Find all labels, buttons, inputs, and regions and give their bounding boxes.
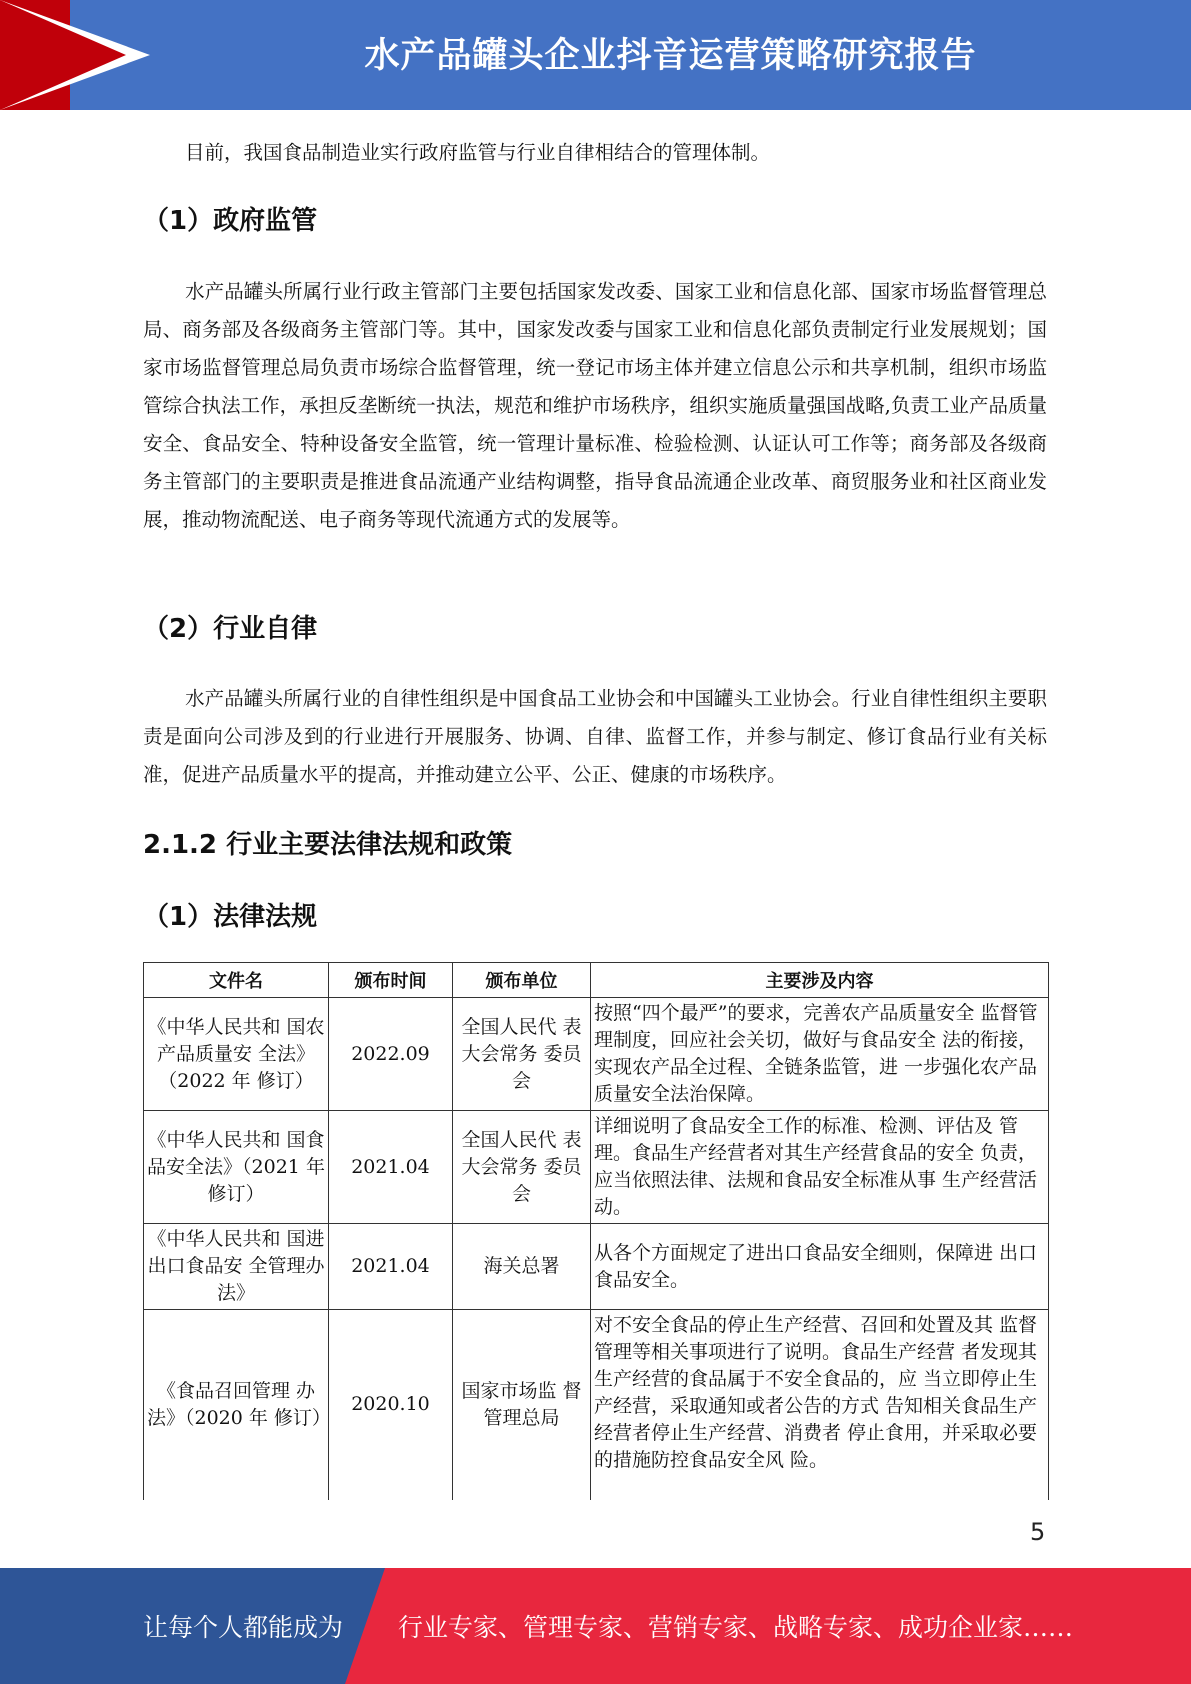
cell-date: 2021.04 bbox=[329, 1111, 453, 1224]
page-header-banner bbox=[0, 0, 1191, 110]
cell-unit: 国家市场监 督管理总局 bbox=[453, 1310, 591, 1500]
footer-slogan-right: 行业专家、管理专家、营销专家、战略专家、成功企业家…… bbox=[398, 1613, 1074, 1642]
header-issue-date: 颁布时间 bbox=[329, 963, 453, 998]
cell-content: 按照“四个最严”的要求，完善农产品质量安全 监督管理制度，回应社会关切，做好与食品安全 法的衔接，实现农产品全过程、全链条监管，进 一步强化农产品质量安全法治保障。 bbox=[591, 998, 1049, 1111]
cell-name: 《中华人民共和 国食品安全法》（2021 年修订） bbox=[144, 1111, 329, 1224]
section-heading-laws-regulations: （1）法律法规 bbox=[143, 902, 318, 932]
page-footer-banner bbox=[0, 1568, 1191, 1684]
government-supervision-text: 水产品罐头所属行业行政主管部门主要包括国家发改委、国家工业和信息化部、国家市场监督管理总局、商务部及各级商务主管部门等。其中，国家发改委与国家工业和信息化部负责制定行业发展规划；国家市场监督管理总局负责市场综合监督管理，统一登记市场主体并建立信息公示和共享机制，组织市场监管综合执法工作，承担反垄断统一执法，规范和维护市场秩序，组织实施质量强国战略,负责工业产品质量安全、食品安全、特种设备安全监管，统一管理计量标准、检验检测、认证认可工作等；商务部及各级商务主管部门的主要职责是推进食品流通产业结构调整，指导食品流通企业改革、商贸服务业和社区商业发展，推动物流配送、电子商务等现代流通方式的发展等。 bbox=[143, 280, 1047, 531]
cell-date: 2021.04 bbox=[329, 1224, 453, 1310]
table-row bbox=[144, 1310, 1049, 1500]
header-main-content: 主要涉及内容 bbox=[591, 963, 1049, 998]
header-issuing-unit: 颁布单位 bbox=[453, 963, 591, 998]
header-document-name: 文件名 bbox=[144, 963, 329, 998]
cell-name: 《食品召回管理 办法》（2020 年 修订） bbox=[144, 1310, 329, 1500]
table-row bbox=[144, 998, 1049, 1111]
cell-name: 《中华人民共和 国农产品质量安 全法》（2022 年 修订） bbox=[144, 998, 329, 1111]
table-header-row bbox=[144, 963, 1049, 998]
table-row bbox=[144, 1111, 1049, 1224]
cell-content: 对不安全食品的停止生产经营、召回和处置及其 监督管理等相关事项进行了说明。食品生产经营 者发现其生产经营的食品属于不安全食品的，应 当立即停止生产经营，采取通知或者公告的方式 告知相关食品生产经营者停止生产经营、消费者 停止食用，并采取必要的措施防控食品安全风 险。 bbox=[591, 1310, 1049, 1500]
footer-blue-slant bbox=[345, 1568, 385, 1684]
cell-date: 2022.09 bbox=[329, 998, 453, 1111]
laws-regulations-table bbox=[143, 962, 1049, 1500]
government-supervision-paragraph bbox=[143, 273, 1047, 539]
cell-content: 详细说明了食品安全工作的标准、检测、评估及 管理。食品生产经营者对其生产经营食品的安全 负责，应当依照法律、法规和食品安全标准从事 生产经营活动。 bbox=[591, 1111, 1049, 1224]
self-regulation-paragraph bbox=[143, 680, 1047, 794]
cell-unit: 海关总署 bbox=[453, 1224, 591, 1310]
section-heading-industry-self-regulation: （2）行业自律 bbox=[143, 614, 318, 644]
page-number: 5 bbox=[1030, 1518, 1046, 1546]
report-title: 水产品罐头企业抖音运营策略研究报告 bbox=[364, 36, 977, 76]
cell-name: 《中华人民共和 国进出口食品安 全管理办法》 bbox=[144, 1224, 329, 1310]
intro-paragraph bbox=[143, 134, 1047, 172]
section-heading-government-supervision: （1）政府监管 bbox=[143, 206, 318, 236]
cell-date: 2020.10 bbox=[329, 1310, 453, 1500]
cell-unit: 全国人民代 表大会常务 委员会 bbox=[453, 998, 591, 1111]
cell-unit: 全国人民代 表大会常务 委员会 bbox=[453, 1111, 591, 1224]
intro-text: 目前，我国食品制造业实行政府监管与行业自律相结合的管理体制。 bbox=[185, 141, 771, 164]
footer-slogan-left: 让每个人都能成为 bbox=[143, 1613, 344, 1642]
section-heading-laws-and-policies: 2.1.2 行业主要法律法规和政策 bbox=[143, 830, 513, 860]
header-chevron-red bbox=[0, 0, 126, 110]
self-regulation-text: 水产品罐头所属行业的自律性组织是中国食品工业协会和中国罐头工业协会。行业自律性组织主要职责是面向公司涉及到的行业进行开展服务、协调、自律、监督工作，并参与制定、修订食品行业有关标准，促进产品质量水平的提高，并推动建立公平、公正、健康的市场秩序。 bbox=[143, 687, 1047, 786]
table-row bbox=[144, 1224, 1049, 1310]
cell-content: 从各个方面规定了进出口食品安全细则，保障进 出口食品安全。 bbox=[591, 1224, 1049, 1310]
